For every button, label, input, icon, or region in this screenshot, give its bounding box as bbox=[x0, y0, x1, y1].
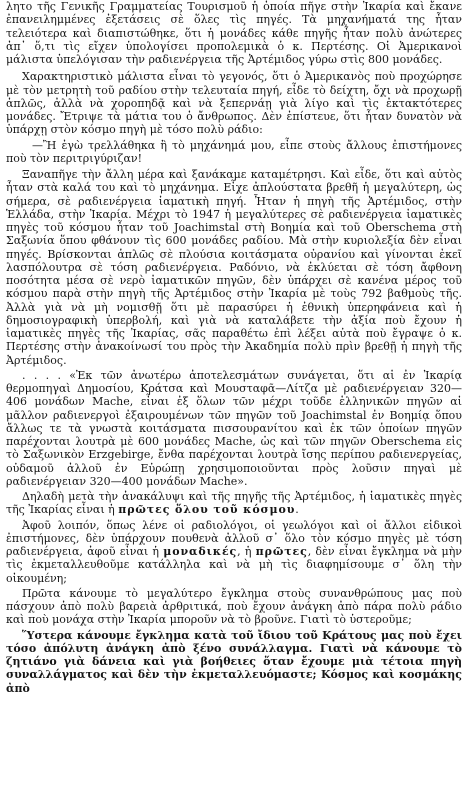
paragraph-dialogue-quote: —Ἢ ἐγὼ τρελλάθηκα ἢ τὸ μηχάνημά μου, εἶπε στοὺς ἄλλους ἐπιστήμονες ποὺ τὸν περιτριγύριζαν! bbox=[6, 138, 462, 165]
paragraph-first-in-world: Δηλαδὴ μετὰ τὴν ἀνακάλυψι καὶ τῆς πηγῆς τῆς Ἀρτέμιδος, ἡ ἰαματικὲς πηγὲς τῆς Ἰκαρίας εἶναι ἡ πρῶτες ὅλου τοῦ κόσμου. bbox=[6, 490, 462, 517]
paragraph-american-measurement: Χαρακτηριστικὸ μάλιστα εἶναι τὸ γεγονός, ὅτι ὁ Ἀμερικανὸς ποὺ προχώρησε μὲ τὸν μετρητὴ τοῦ ραδίου στὴν τελευταία πηγή, εἶδε τὸ δείχτη, ὄχι νὰ προχωρῇ ἁπλῶς, ἀλλὰ νὰ χοροπηδᾷ καὶ νὰ ξεπερνάῃ γιὰ λίγο καὶ τὶς ἐκτακτότερες μονάδες. Ἔτριψε τὰ μάτια του ὁ ἄνθρωπος. Δὲν ἐπίστευε, ὅτι ἦταν δυνατὸν νὰ ὑπάρχῃ στὸν κόσμο πηγὴ μὲ τόσο πολὺ ράδιο: bbox=[6, 70, 462, 137]
emphasis-unique: μοναδικές bbox=[163, 545, 238, 558]
emphasis-first-of-world: πρῶτες ὅλου τοῦ κόσμου bbox=[118, 503, 296, 517]
emphasis-first: πρῶτες bbox=[255, 545, 308, 558]
paragraph-unique-springs: Ἀφοῦ λοιπόν, ὅπως λένε οἱ ραδιολόγοι, οἱ γεωλόγοι καὶ οἱ ἄλλοι εἰδικοὶ ἐπιστήμονες, δὲν ὑπάρχουν πουθενὰ ἀλλοῦ σ᾽ ὅλο τὸν κόσμο πηγὲς μὲ τόση ραδιενέργεια, ἀφοῦ εἶναι ἡ μοναδικές, ἡ πρῶτες, δὲν εἶναι ἔγκλημα νὰ μὴν τὶς ἐκμεταλλευθοῦμε κατάλληλα καὶ νὰ μὴ τὶς διαφημίσουμε σ᾽ ὅλη τὴν οἰκουμένη; bbox=[6, 518, 462, 585]
paragraph-crime-against-patients: Πρῶτα κάνουμε τὸ μεγαλύτερο ἔγκλημα στοὺς συνανθρώπους μας ποὺ πάσχουν ἀπὸ πολὺ βαρειὰ ἀρθριτικά, ποὺ ἔχουν ἀνάγκη ἀπὸ πάρα πολὺ ράδιο καὶ ποὺ μονάχα στὴν Ἰκαρία μποροῦν νὰ τὸ βροῦνε. Γιατὶ τὸ ὑστεροῦμε; bbox=[6, 586, 462, 627]
paragraph-artemis-spring: Ξαναπῆγε τὴν ἄλλη μέρα καὶ ξανάκαμε καταμέτρησι. Καὶ εἶδε, ὅτι καὶ αὐτὸς ἦταν στὰ καλά του καὶ τὸ μηχάνημα. Εἶχε ἀπλούστατα βρεθῆ ἡ μεγαλύτερη, ὡς σήμερα, σὲ ραδιενέργεια ἰαματικὴ πηγή. Ἦταν ἡ πηγὴ τῆς Ἀρτέμιδος, στὴν Ἑλλάδα, στὴν Ἰκαρία. Μέχρι τὸ 1947 ἡ μεγαλύτερες σὲ ραδιενέργεια ἰαματικὲς πηγὲς τοῦ κόσμου ἦταν τοῦ Joachimstal στὴ Βοημία καὶ τοῦ Oberschema στὴ Σαξωνία ὅπου φθάνουν τὶς 600 μονάδες ραδίου. Μὰ στὴν κυριολεξία δὲν εἶναι πηγές. Βρίσκονται ἁπλῶς σὲ πλούσια κοιτάσματα οὐρανίου καὶ γίνονται ἐκεῖ λασπόλουτρα σὲ τόση ραδιενέργεια. Ραδόνιο, νὰ ἐκλύεται σὲ τόση ἄφθονη ποσότητα μέσα σὲ νερὸ ἰαματικῶν πηγῶν, δὲν ὑπάρχει σὲ κανένα μέρος τοῦ κόσμου παρὰ στὴν πηγὴ τῆς Ἀρτέμιδος στὴν Ἰκαρία μὲ τοὺς 792 βαθμοὺς τῆς. Ἀλλὰ γιὰ νὰ μὴ νομισθῇ ὅτι μὲ παρασύρει ἡ ἐθνικὴ ὑπερηφάνεια καὶ ἡ δημοσιογραφικὴ ὑπερβολή, καὶ γιὰ νὰ καταλάβετε τὴν ἀξία ποὺ ἔχουν ἡ ἰαματικὲς πηγὲς τῆς Ἰκαρίας, σᾶς παραθέτω ἐπὶ λέξει αὐτὰ ποὺ ἔγραψε ὁ κ. Περτέσης στὴν ἀνακοίνωσί του πρὸς τὴν Ἀκαδημία πολὺ πρὶν βρεθῇ ἡ πηγὴ τῆς Ἀρτέμιδος. bbox=[6, 168, 462, 367]
paragraph-intro: λητο τῆς Γενικῆς Γραμματείας Τουρισμοῦ ἡ ὁποία πῆγε στὴν Ἰκαρία καὶ ἔκανε ἐπανειλημμένες ἐξετάσεις σὲ ὅλες τὶς πηγές. Τὰ μηχανήματά της ἦταν τελειότερα καὶ διαπιστώθηκε, ὅτι ἡ μονάδες κάθε πηγῆς ἦταν πολὺ ἀνώτερες ἀπ᾽ ὅ,τι τὶς εἴχεν ὑπολογίσει προπολεμικὰ ὁ κ. Περτέσης. Οἱ Ἀμερικανοὶ μάλιστα ὑπελόγισαν τὴν ραδιενέργεια τῆς Ἀρτέμιδος γύρω στὶς 800 μονάδες. bbox=[6, 0, 462, 66]
paragraph-pertesis-citation: . . . . «Ἐκ τῶν ἀνωτέρω ἀποτελεσμάτων συνάγεται, ὅτι αἱ ἐν Ἰκαρίᾳ θερμοπηγαὶ Δημοσίου, Κράτσα καὶ Μουσταφᾶ—Λίτζα μὲ ραδιενέργειαν 320—406 μονάδων Mache, εἶναι ἐξ ὅλων τῶν μέχρι τοῦδε ἑλληνικῶν πηγῶν αἱ μᾶλλον ραδιενεργοὶ ἐξαιρουμένων τῶν πηγῶν τοῦ Joachimstal ἐν Βοημίᾳ ὅπου ἄλλως τε τὰ γνωστὰ κοιτάσματα πισσουρανίτου καὶ ἐκ τῶν ὁποίων πηγῶν παρέχονται λουτρὰ μὲ 600 μονάδες Mache, ὡς καὶ τῶν πηγῶν Oberschema εἰς τὸ Σαξωνικὸν Erzgebirge, ἔνθα παρέχονται λουτρὰ ἴσης περίπου ραδιενεργείας, οὐδαμοῦ ἀλλοῦ ἐν Εὐρώπῃ χρησιμοποιοῦνται πρὸς λοῦσιν πηγαὶ μὲ ραδιενέργειαν 320—400 μονάδων Mache». bbox=[6, 368, 462, 488]
paragraph-crime-against-state: Ὕστερα κάνουμε ἔγκλημα κατὰ τοῦ ἴδιου τοῦ Κράτους μας ποὺ ἔχει τόσο ἀπόλυτη ἀνάγκη ἀπὸ ξένο συνάλλαγμα. Γιατὶ νὰ κάνουμε τὸ ζητιάνο γιὰ δάνεια καὶ γιὰ βοήθειες ὅταν ἔχουμε μιὰ τέτοια πηγὴ συναλλάγματος καὶ δὲν τὴν ἐκμεταλλευόμαστε; Κόσμος καὶ κοσμάκης ἀπὸ bbox=[6, 628, 462, 695]
